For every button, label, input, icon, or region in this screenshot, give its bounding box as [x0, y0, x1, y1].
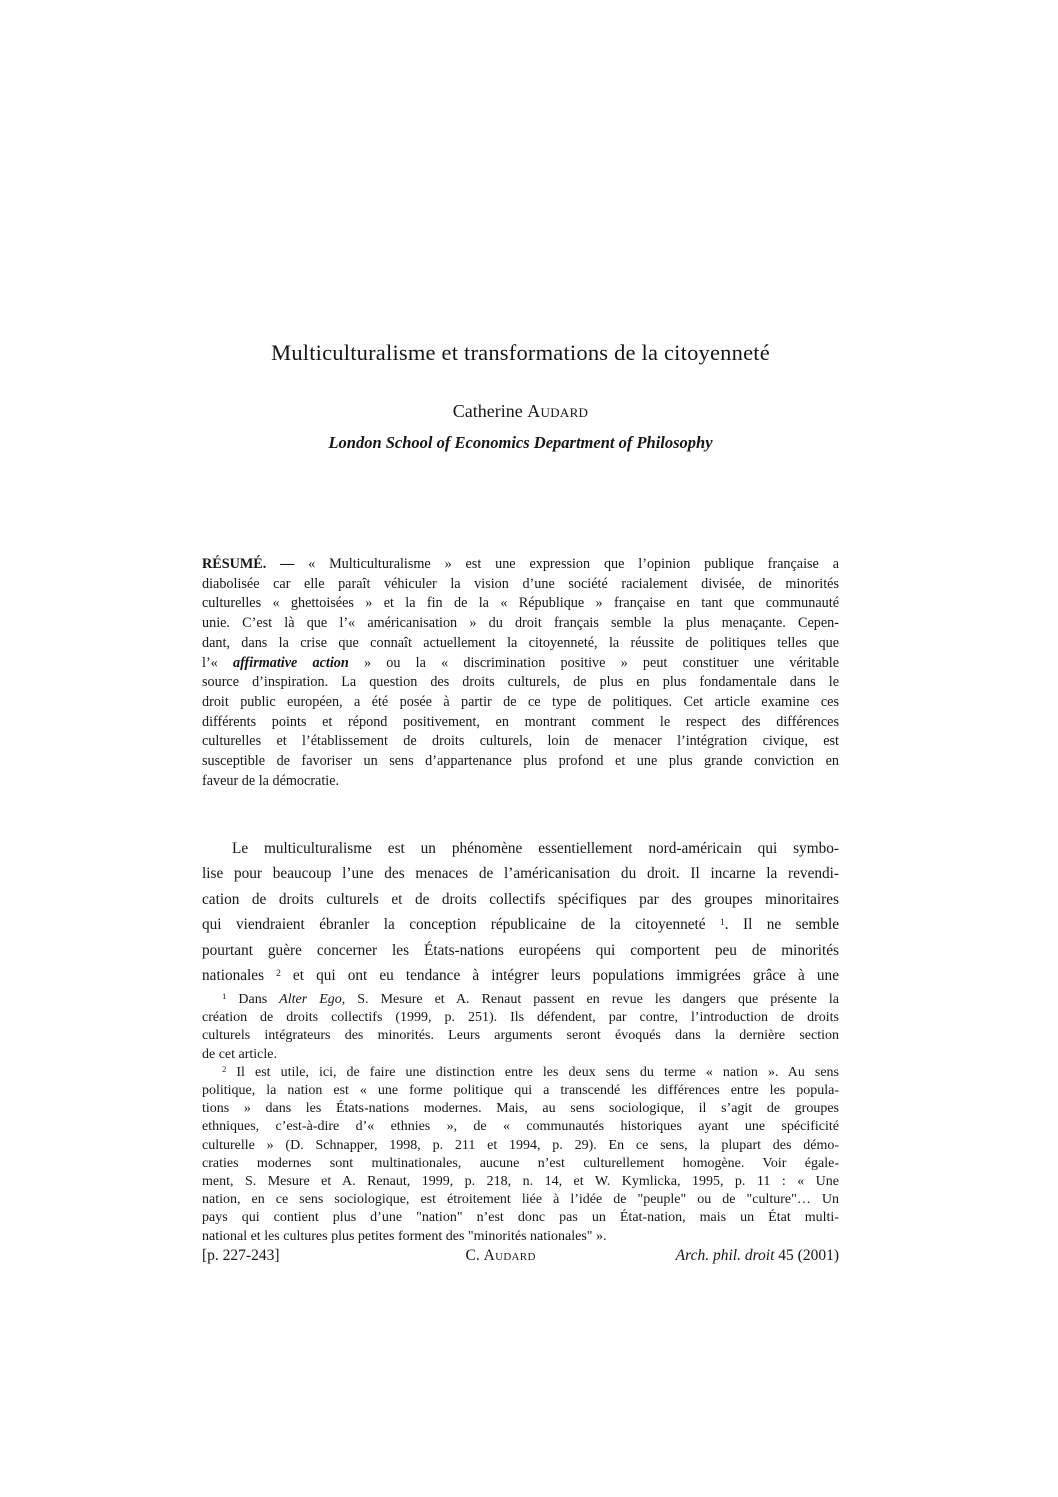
text-line — [202, 575, 839, 595]
text-segment: Alter Ego — [279, 992, 342, 1007]
text-line — [202, 991, 839, 1009]
text-line — [202, 1064, 839, 1082]
footnote-marker: 2 — [276, 969, 281, 980]
author-line — [202, 401, 839, 422]
footer-journal-reference — [600, 1247, 839, 1265]
text-segment: . Il ne semble — [724, 916, 839, 934]
text-segment: de cet article. — [202, 1046, 278, 1062]
page-footer — [202, 1247, 839, 1265]
text-segment: unie. C’est là que l’« américanisation » du droit français semble la plus menaçante. Cepen- — [202, 615, 839, 632]
text-segment: différents points et répond positivement, en montrant comment le respect des différences — [202, 713, 839, 730]
text-segment: lise pour beaucoup l’une des menaces de l’américanisation du droit. Il incarne la revendi- — [202, 865, 839, 883]
text-segment: diabolisée car elle paraît véhiculer la vision d’une société racialement divisée, de minorités — [202, 575, 839, 592]
page-title: Multiculturalisme et transformations de la citoyenneté — [271, 340, 770, 365]
text-line — [202, 1155, 839, 1173]
text-segment: susceptible de favoriser un sens d’appartenance plus profond et une plus grande conviction en — [202, 753, 839, 770]
text-line — [202, 693, 839, 713]
text-segment: Le multiculturalisme est un phénomène essentiellement nord-américain qui symbo- — [232, 840, 839, 857]
text-segment: qui viendraient ébranler la conception républicaine de la citoyenneté — [202, 916, 721, 934]
text-segment: national et les cultures plus petites forment des "minorités nationales" ». — [202, 1228, 607, 1244]
text-line — [202, 594, 839, 614]
text-line — [202, 752, 839, 772]
text-line — [202, 836, 839, 861]
text-segment: nation, en ce sens sociologique, est étroitement liée à l’idée de "peuple" ou de "culture"… Un — [202, 1192, 839, 1208]
text-segment: « Multiculturalisme » est une expression que l’opinion publique française a — [294, 556, 839, 572]
text-line — [202, 1009, 839, 1027]
text-line — [202, 1118, 839, 1136]
text-line — [202, 887, 839, 912]
text-line — [202, 1137, 839, 1155]
footnote-2 — [202, 1064, 839, 1246]
text-segment: culturels intégrateurs des minorités. Leurs arguments seront évoqués dans la dernière section — [202, 1028, 839, 1044]
footer-journal-issue: 45 (2001) — [774, 1247, 839, 1264]
text-segment: politique, la nation est « une forme politique qui a transcendé les différences entre les popula- — [202, 1083, 839, 1099]
text-line — [202, 713, 839, 733]
footnote-marker: 1 — [720, 918, 725, 929]
text-segment: culturelle » (D. Schnapper, 1998, p. 211 et 1994, p. 29). En ce sens, la plupart des démo- — [202, 1137, 839, 1153]
text-segment: faveur de la démocratie. — [202, 772, 340, 789]
text-line — [202, 772, 839, 792]
text-line — [202, 1046, 839, 1064]
text-segment: pourtant guère concerner les États-nations européens qui comportent peu de minorités — [202, 941, 839, 959]
author-family-name: Audard — [527, 401, 589, 421]
text-segment: dant, dans la crise que connaît actuellement la citoyenneté, la réussite de politiques telles que — [202, 634, 839, 651]
footer-author-initial: C. — [465, 1247, 484, 1264]
text-line — [202, 673, 839, 693]
text-segment: l’« — [202, 654, 233, 671]
text-line — [202, 1173, 839, 1191]
text-segment: Dans — [226, 992, 280, 1007]
text-line — [202, 1082, 839, 1100]
footnotes-section — [202, 991, 839, 1246]
footnote-marker: 2 — [222, 1064, 227, 1075]
footer-journal-title: Arch. phil. droit — [675, 1247, 775, 1264]
text-line — [202, 634, 839, 654]
text-line — [202, 614, 839, 634]
text-line — [202, 963, 839, 988]
text-segment: pays qui contient plus d’une "nation" n’est donc pas un État-nation, mais un État multi- — [202, 1210, 839, 1226]
text-line — [202, 861, 839, 886]
footer-author-family: Audard — [483, 1247, 536, 1264]
text-line — [202, 555, 839, 575]
footnote-1 — [202, 991, 839, 1064]
text-line — [202, 1100, 839, 1118]
text-segment: » ou la « discrimination positive » peut constituer une véritable — [348, 654, 840, 671]
author-given-name: Catherine — [452, 401, 528, 421]
text-segment: RÉSUMÉ. — — [202, 556, 295, 572]
text-line — [202, 1228, 839, 1246]
footnote-marker: 1 — [222, 991, 227, 1002]
text-line — [202, 1027, 839, 1045]
abstract-paragraph — [202, 555, 839, 791]
text-segment: culturelles et l’établissement de droits culturels, loin de menacer l’intégration civique, est — [202, 733, 839, 750]
text-segment: cation de droits culturels et de droits collectifs spécifiques par des groupes minoritaires — [202, 890, 839, 908]
footer-page-range: [p. 227-243] — [202, 1247, 280, 1264]
text-segment: source d’inspiration. La question des droits culturels, de plus en plus fondamentale dans le — [202, 674, 839, 691]
text-line — [202, 938, 839, 963]
text-segment: ment, S. Mesure et A. Renaut, 1999, p. 218, n. 14, et W. Kymlicka, 1995, p. 11 : « Une — [202, 1174, 839, 1190]
text-segment: craties modernes sont multinationales, aucune n’est culturellement homogène. Voir égale- — [202, 1155, 839, 1171]
text-line — [202, 654, 839, 674]
text-line — [202, 912, 839, 937]
text-segment: , S. Mesure et A. Renaut passent en revue les dangers que présente la — [341, 992, 840, 1007]
footer-running-author — [401, 1247, 600, 1265]
text-segment: et qui ont eu tendance à intégrer leurs populations immigrées grâce à une — [280, 967, 839, 985]
text-line — [202, 1209, 839, 1227]
text-segment: affirmative action — [232, 654, 349, 671]
text-segment: culturelles « ghettoisées » et la fin de la « République » française en tant que communauté — [202, 595, 839, 612]
text-line — [202, 732, 839, 752]
affiliation-line: London School of Economics Department of Philosophy — [328, 433, 713, 452]
text-segment: ethniques, c’est-à-dire d’« ethnies », de « communautés historiques ayant une spécificité — [202, 1119, 839, 1135]
text-segment: Il est utile, ici, de faire une distinction entre les deux sens du terme « nation ». Au sens — [226, 1064, 839, 1080]
text-segment: droit public européen, a été posée à partir de ce type de politiques. Cet article examine ces — [202, 693, 839, 710]
text-segment: création de droits collectifs (1999, p. 251). Ils défendent, par contre, l’introduction de droits — [202, 1010, 839, 1026]
text-segment: nationales — [202, 967, 277, 985]
body-paragraph — [202, 836, 839, 988]
text-line — [202, 1191, 839, 1209]
text-segment: tions » dans les États-nations modernes. Mais, au sens sociologique, il s’agit de groupes — [202, 1101, 839, 1117]
